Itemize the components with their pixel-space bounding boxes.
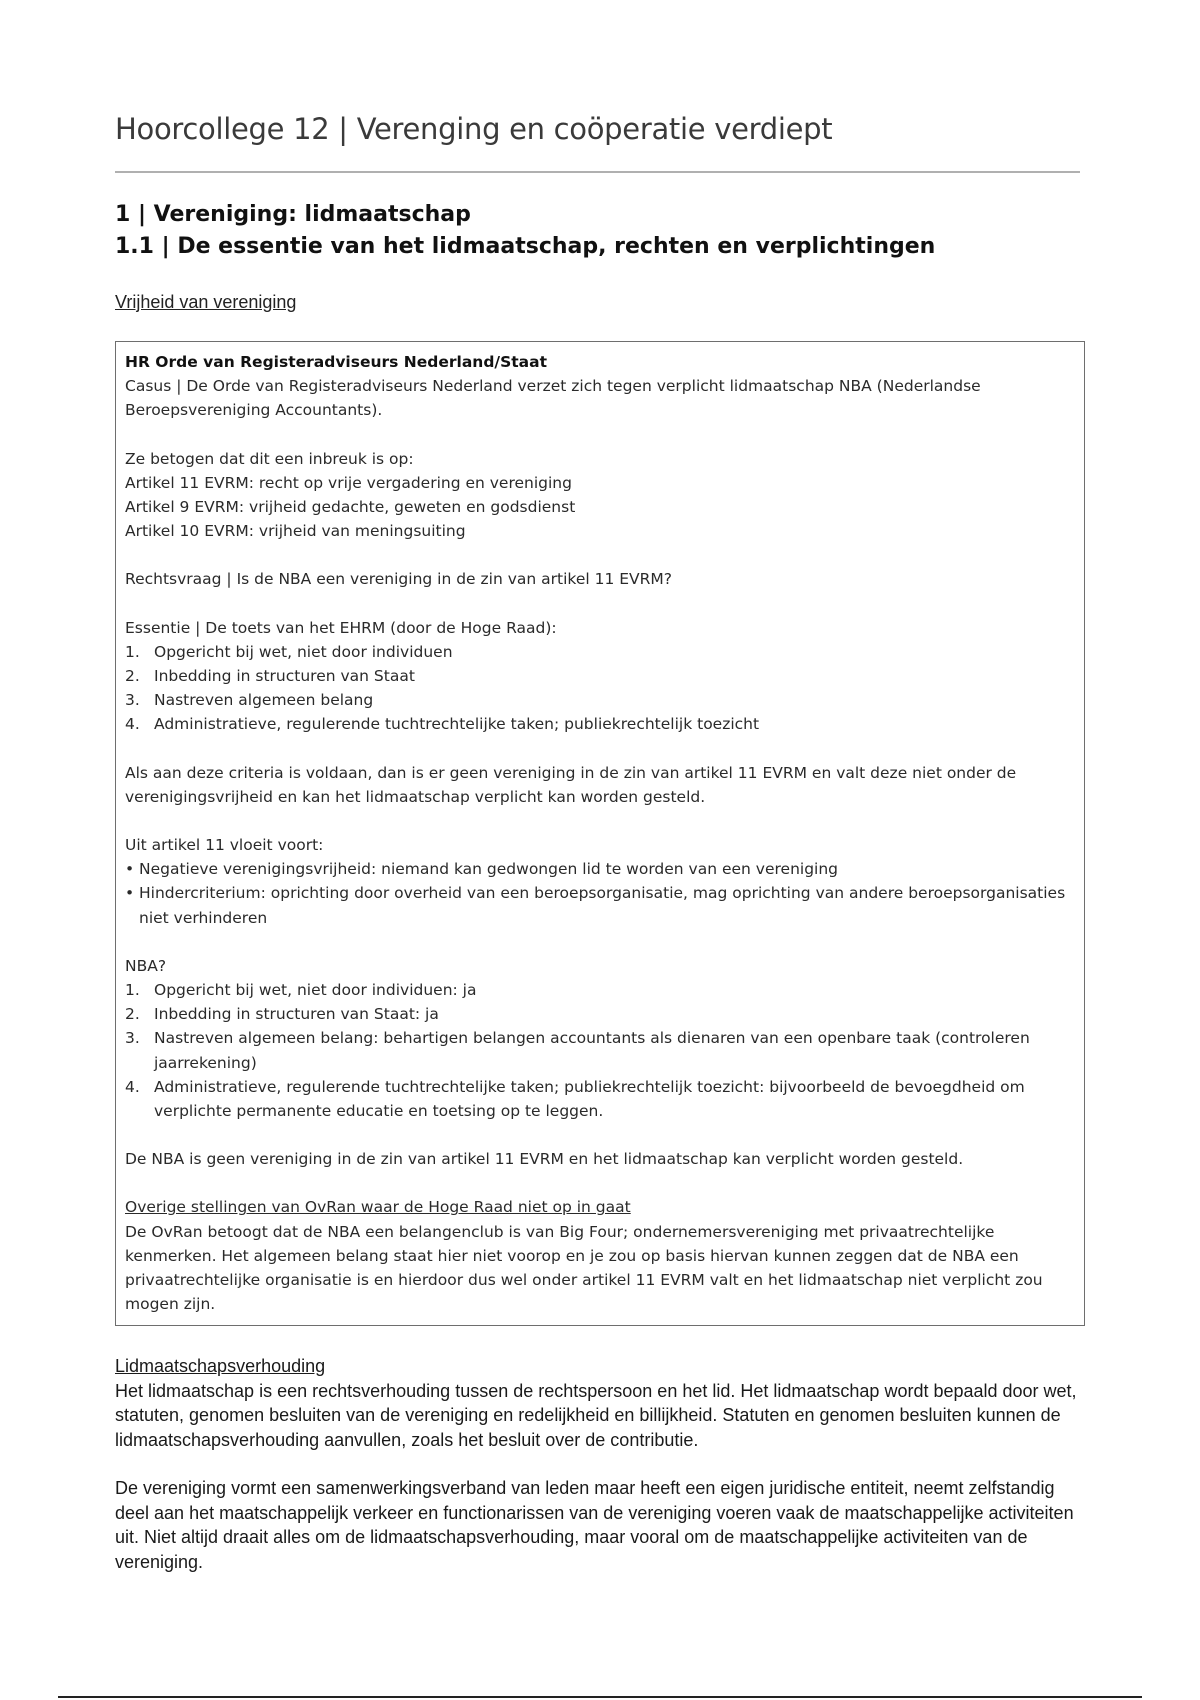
subsection-heading: 1.1 | De essentie van het lidmaatschap, rechten en verplichtingen <box>115 234 936 259</box>
argue-lead: Ze betogen dat dit een inbreuk is op: <box>125 449 414 468</box>
list-item: 3. Nastreven algemeen belang <box>125 691 374 710</box>
nba-lead: NBA? <box>125 956 167 975</box>
test-lead: Essentie | De toets van het EHRM (door de Hoge Raad): <box>125 618 557 637</box>
list-item: • Negatieve verenigingsvrijheid: niemand kan gedwongen lid te worden van een vereniging <box>125 857 1075 881</box>
footer-divider <box>58 1696 1142 1698</box>
list-item: • Hindercriterium: oprichting door overheid van een beroepsorganisatie, mag oprichting van andere beroepsorganisaties niet verhinderen <box>125 881 1075 929</box>
nba-list <box>125 978 1075 1123</box>
section-heading: 1 | Vereniging: lidmaatschap <box>115 202 471 227</box>
bullet-icon: • <box>125 860 135 879</box>
article-line: Artikel 10 EVRM: vrijheid van meningsuiting <box>125 522 466 541</box>
topic-heading-vrijheid: Vrijheid van vereniging <box>115 292 297 312</box>
case-heading: HR Orde van Registeradviseurs Nederland/Staat <box>125 353 547 371</box>
criteria-text: Als aan deze criteria is voldaan, dan is er geen vereniging in de zin van artikel 11 EVRM en valt deze niet onder de verenigingsvrijheid en kan het lidmaatschap verplicht kan worden gesteld. <box>125 763 1017 806</box>
title-divider <box>115 171 1080 173</box>
art11-list <box>125 857 1075 930</box>
other-heading: Overige stellingen van OvRan waar de Hoge Raad niet op in gaat <box>125 1198 631 1217</box>
list-item: 2. Inbedding in structuren van Staat: ja <box>125 1005 439 1024</box>
article-line: Artikel 11 EVRM: recht op vrije vergadering en vereniging <box>125 473 572 492</box>
legal-question: Rechtsvraag | Is de NBA een vereniging in de zin van artikel 11 EVRM? <box>125 570 673 589</box>
list-item: 4. Administratieve, regulerende tuchtrechtelijke taken; publiekrechtelijk toezicht <box>125 715 760 734</box>
list-item: 4. Administratieve, regulerende tuchtrechtelijke taken; publiekrechtelijk toezicht: bijvoorbeeld de bevoegdheid om verplichte permanente educatie en toetsing op te leggen. <box>125 1077 1025 1121</box>
list-item: 2. Inbedding in structuren van Staat <box>125 667 415 686</box>
other-text: De OvRan betoogt dat de NBA een belangenclub is van Big Four; ondernemersvereniging met privaatrechtelijke kenmerken. Het algemeen belang staat hier niet voorop en je zou op basis hiervan kunnen zeggen dat de NBA een privaatrechtelijke organisatie is en hierdoor dus wel onder artikel 11 EVRM valt en het lidmaatschap niet verplicht zou mogen zijn. <box>125 1222 1043 1314</box>
test-list <box>125 640 1075 737</box>
membership-para-1: Het lidmaatschap is een rechtsverhouding tussen de rechtspersoon en het lid. Het lidmaatschap wordt bepaald door wet, statuten, genomen besluiten van de vereniging en redelijkheid en billijkheid. Statuten en genomen besluiten kunnen de lidmaatschapsverhouding aanvullen, zoals het besluit over de contributie. <box>115 1380 1077 1450</box>
case-intro: Casus | De Orde van Registeradviseurs Nederland verzet zich tegen verplicht lidmaatschap NBA (Nederlandse Beroepsvereniging Accountants). <box>125 377 981 420</box>
list-item: 1. Opgericht bij wet, niet door individuen <box>125 642 453 661</box>
list-item: 1. Opgericht bij wet, niet door individuen: ja <box>125 981 477 1000</box>
article-line: Artikel 9 EVRM: vrijheid gedachte, geweten en godsdienst <box>125 498 576 517</box>
membership-heading: Lidmaatschapsverhouding <box>115 1356 326 1376</box>
list-item: 3. Nastreven algemeen belang: behartigen belangen accountants als dienaren van een openbare taak (controleren jaarrekening) <box>125 1029 1030 1072</box>
membership-section <box>115 1354 1090 1574</box>
page-title: Hoorcollege 12 | Verenging en coöperatie verdiept <box>115 112 833 146</box>
case-box <box>115 341 1085 1326</box>
conclusion: De NBA is geen vereniging in de zin van artikel 11 EVRM en het lidmaatschap kan verplicht worden gesteld. <box>125 1150 964 1169</box>
art11-lead: Uit artikel 11 vloeit voort: <box>125 836 324 855</box>
bullet-icon: • <box>125 884 135 903</box>
membership-para-2: De vereniging vormt een samenwerkingsverband van leden maar heeft een eigen juridische entiteit, neemt zelfstandig deel aan het maatschappelijk verkeer en functionarissen van de vereniging voeren vaak de maatschappelijke activiteiten uit. Niet altijd draait alles om de lidmaatschapsverhouding, maar vooral om de maatschappelijke activiteiten van de vereniging. <box>115 1478 1074 1572</box>
